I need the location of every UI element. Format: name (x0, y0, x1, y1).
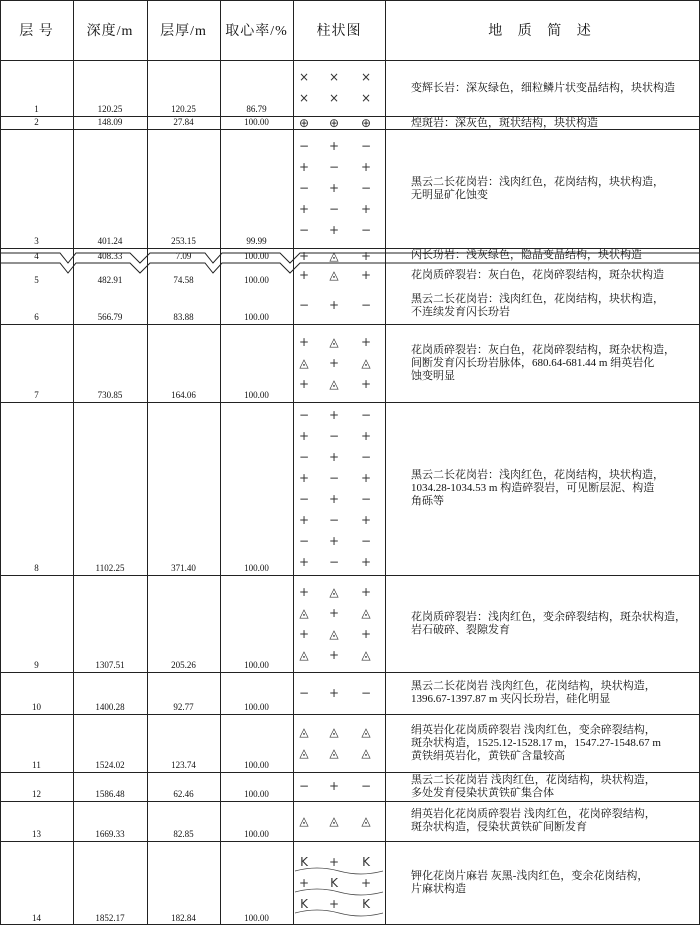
plus-symbol: + (298, 627, 310, 641)
layer-description: 绢英岩化花岗质碎裂岩 浅肉红色，变余碎裂结构， 斑杂状构造，1525.12-1528.17 m，1547.27-1548.67 m 黄铁绢英岩化，黄铁矿含量较高 (411, 724, 661, 762)
plus-symbol: + (360, 335, 372, 349)
layer-description: 闪长玢岩：浅灰绿色，隐晶变晶结构，块状构造 (411, 249, 642, 261)
layer-core-rate: 100.00 (244, 660, 269, 670)
column-divider (293, 0, 294, 925)
dash-symbol: − (298, 298, 310, 312)
layer-depth: 566.79 (97, 312, 123, 322)
plus-symbol: + (360, 876, 372, 890)
plus-symbol: + (360, 513, 372, 527)
k-symbol: K (362, 855, 370, 869)
layer-description: 绢英岩化花岗质碎裂岩 浅肉红色，花岗碎裂结构， 斑杂状构造，侵染状黄铁矿间断发育 (411, 808, 656, 833)
column-divider (147, 0, 148, 925)
table-border-left (0, 0, 1, 925)
plus-symbol: + (360, 555, 372, 569)
layer-description: 变辉长岩：深灰绿色，细粒鳞片状变晶结构，块状构造 (411, 82, 675, 94)
layer-thickness: 120.25 (171, 104, 196, 114)
layer-core-rate: 100.00 (244, 390, 269, 400)
layer-number: 8 (34, 563, 39, 573)
triangle-symbol: ◬ (329, 377, 339, 391)
layer-row (0, 772, 700, 801)
dash-symbol: − (360, 408, 372, 422)
layer-thickness: 7.09 (175, 251, 192, 261)
plus-symbol: + (360, 429, 372, 443)
cross-symbol: × (298, 70, 310, 84)
triangle-symbol: ◬ (329, 268, 339, 282)
plus-symbol: + (298, 377, 310, 391)
layer-core-rate: 100.00 (244, 702, 269, 712)
dash-symbol: − (298, 223, 310, 237)
plus-symbol: + (298, 471, 310, 485)
layer-core-rate: 100.00 (244, 829, 269, 839)
dash-symbol: − (360, 686, 372, 700)
k-symbol: K (300, 897, 308, 911)
layer-description: 花岗质碎裂岩：浅肉红色，变余碎裂结构，斑杂状构造， 岩石破碎、裂隙发育 (411, 611, 686, 636)
layer-thickness: 62.46 (173, 789, 194, 799)
dash-symbol: − (298, 408, 310, 422)
layer-thickness: 92.77 (173, 702, 194, 712)
triangle-symbol: ◬ (329, 746, 339, 760)
dash-symbol: − (360, 223, 372, 237)
plus-symbol: + (298, 249, 310, 263)
layer-core-rate: 100.00 (244, 760, 269, 770)
dash-symbol: − (298, 181, 310, 195)
layer-thickness: 82.85 (173, 829, 194, 839)
layer-core-rate: 100.00 (244, 563, 269, 573)
column-divider (73, 0, 74, 925)
triangle-symbol: ◬ (329, 335, 339, 349)
header-core-rate: 取心率/% (225, 24, 288, 39)
triangle-symbol: ◬ (361, 725, 371, 739)
row-divider (0, 575, 700, 576)
triangle-symbol: ◬ (361, 356, 371, 370)
row-divider (0, 402, 700, 403)
layer-core-rate: 86.79 (246, 104, 267, 114)
plus-symbol: + (298, 268, 310, 282)
triangle-symbol: ◬ (361, 648, 371, 662)
layer-row (0, 116, 700, 129)
triangle-symbol: ◬ (329, 814, 339, 828)
layer-row (0, 129, 700, 248)
circle-cross-symbol: ⊕ (328, 116, 340, 130)
plus-symbol: + (298, 585, 310, 599)
layer-row (0, 287, 700, 324)
dash-symbol: − (360, 534, 372, 548)
column-divider (385, 0, 386, 925)
plus-symbol: + (328, 492, 340, 506)
dash-symbol: − (360, 139, 372, 153)
plus-symbol: + (360, 160, 372, 174)
layer-core-rate: 100.00 (244, 117, 269, 127)
layer-number: 11 (32, 760, 41, 770)
layer-description: 花岗质碎裂岩：灰白色，花岗碎裂结构，斑杂状构造 (411, 269, 664, 281)
layer-depth: 1852.17 (95, 913, 125, 923)
triangle-symbol: ◬ (329, 725, 339, 739)
header-description: 地 质 简 述 (488, 24, 597, 39)
triangle-symbol: ◬ (361, 814, 371, 828)
row-divider (0, 714, 700, 715)
plus-symbol: + (360, 202, 372, 216)
layer-number: 2 (34, 117, 39, 127)
layer-depth: 1586.48 (95, 789, 125, 799)
layer-description: 黑云二长花岗岩：浅肉红色，花岗结构，块状构造， 1034.28-1034.53 m 构造碎裂岩，可见断层泥、构造 角砾等 (411, 469, 664, 507)
k-symbol: K (300, 855, 308, 869)
layer-thickness: 253.15 (171, 236, 196, 246)
layer-depth: 401.24 (97, 236, 123, 246)
triangle-symbol: ◬ (299, 725, 309, 739)
dash-symbol: − (298, 139, 310, 153)
layer-thickness: 74.58 (173, 275, 194, 285)
layer-thickness: 27.84 (173, 117, 194, 127)
plus-symbol: + (360, 268, 372, 282)
layer-depth: 120.25 (97, 104, 123, 114)
layer-thickness: 123.74 (171, 760, 196, 770)
layer-row (0, 60, 700, 116)
circle-cross-symbol: ⊕ (360, 116, 372, 130)
triangle-symbol: ◬ (361, 746, 371, 760)
header-layer-no: 层 号 (19, 24, 54, 39)
cross-symbol: × (328, 70, 340, 84)
row-divider (0, 772, 700, 773)
layer-description: 黑云二长花岗岩：浅肉红色，花岗结构，块状构造， 不连续发育闪长玢岩 (411, 293, 664, 318)
dash-symbol: − (298, 492, 310, 506)
layer-number: 10 (32, 702, 41, 712)
plus-symbol: + (360, 249, 372, 263)
layer-thickness: 182.84 (171, 913, 196, 923)
dash-symbol: − (328, 202, 340, 216)
layer-core-rate: 100.00 (244, 251, 269, 261)
dash-symbol: − (360, 492, 372, 506)
plus-symbol: + (360, 585, 372, 599)
layer-depth: 730.85 (97, 390, 123, 400)
layer-description: 煌斑岩：深灰色，斑状结构，块状构造 (411, 117, 598, 129)
header-thickness: 层厚/m (160, 24, 207, 39)
plus-symbol: + (328, 779, 340, 793)
layer-number: 7 (34, 390, 39, 400)
layer-core-rate: 100.00 (244, 789, 269, 799)
layer-row (0, 402, 700, 575)
plus-symbol: + (360, 471, 372, 485)
layer-core-rate: 100.00 (244, 275, 269, 285)
triangle-symbol: ◬ (329, 627, 339, 641)
k-symbol: K (330, 876, 338, 890)
layer-depth: 482.91 (97, 275, 123, 285)
cross-symbol: × (360, 70, 372, 84)
layer-row (0, 672, 700, 714)
layer-thickness: 164.06 (171, 390, 196, 400)
layer-thickness: 371.40 (171, 563, 196, 573)
layer-number: 13 (32, 829, 41, 839)
column-divider (220, 0, 221, 925)
plus-symbol: + (298, 335, 310, 349)
table-border-top (0, 0, 700, 1)
layer-depth: 1669.33 (95, 829, 125, 839)
layer-number: 6 (34, 312, 39, 322)
triangle-symbol: ◬ (329, 585, 339, 599)
dash-symbol: − (298, 779, 310, 793)
layer-number: 1 (34, 104, 39, 114)
layer-number: 12 (32, 789, 41, 799)
dash-symbol: − (298, 450, 310, 464)
header-column: 柱状图 (316, 24, 362, 39)
triangle-symbol: ◬ (299, 814, 309, 828)
cross-symbol: × (360, 91, 372, 105)
dash-symbol: − (298, 686, 310, 700)
layer-number: 9 (34, 660, 39, 670)
plus-symbol: + (328, 534, 340, 548)
circle-cross-symbol: ⊕ (298, 116, 310, 130)
plus-symbol: + (298, 202, 310, 216)
plus-symbol: + (328, 606, 340, 620)
layer-row (0, 714, 700, 772)
layer-row (0, 263, 700, 287)
triangle-symbol: ◬ (329, 249, 339, 263)
dash-symbol: − (328, 160, 340, 174)
plus-symbol: + (328, 855, 340, 869)
layer-depth: 1307.51 (95, 660, 125, 670)
dash-symbol: − (360, 779, 372, 793)
layer-row (0, 248, 700, 263)
layer-description: 花岗质碎裂岩：灰白色，花岗碎裂结构，斑杂状构造， 间断发育闪长玢岩脉体，680.64-681.44 m 绢英岩化 蚀变明显 (411, 344, 675, 382)
plus-symbol: + (328, 686, 340, 700)
row-divider (0, 129, 700, 130)
row-divider (0, 248, 700, 249)
triangle-symbol: ◬ (361, 606, 371, 620)
cross-symbol: × (328, 91, 340, 105)
layer-thickness: 83.88 (173, 312, 194, 322)
dash-symbol: − (328, 471, 340, 485)
layer-row (0, 324, 700, 402)
layer-row (0, 575, 700, 672)
layer-core-rate: 100.00 (244, 312, 269, 322)
plus-symbol: + (328, 223, 340, 237)
row-divider (0, 324, 700, 325)
layer-description: 黑云二长花岗岩 浅肉红色，花岗结构，块状构造， 多处发育侵染状黄铁矿集合体 (411, 774, 656, 799)
layer-depth: 1524.02 (95, 760, 125, 770)
dash-symbol: − (328, 429, 340, 443)
plus-symbol: + (328, 648, 340, 662)
dash-symbol: − (298, 534, 310, 548)
triangle-symbol: ◬ (299, 606, 309, 620)
plus-symbol: + (298, 160, 310, 174)
layer-description: 钾化花岗片麻岩 灰黑-浅肉红色，变余花岗结构， 片麻状构造 (411, 870, 649, 895)
plus-symbol: + (328, 408, 340, 422)
plus-symbol: + (328, 897, 340, 911)
layer-number: 5 (34, 275, 39, 285)
layer-thickness: 205.26 (171, 660, 196, 670)
dash-symbol: − (360, 298, 372, 312)
plus-symbol: + (328, 181, 340, 195)
k-symbol: K (362, 897, 370, 911)
plus-symbol: + (328, 356, 340, 370)
layer-core-rate: 100.00 (244, 913, 269, 923)
layer-row (0, 801, 700, 841)
layer-description: 黑云二长花岗岩 浅肉红色，花岗结构，块状构造， 1396.67-1397.87 m 夹闪长玢岩，硅化明显 (411, 680, 656, 705)
layer-description: 黑云二长花岗岩：浅肉红色，花岗结构，块状构造， 无明显矿化蚀变 (411, 176, 664, 201)
row-divider (0, 801, 700, 802)
plus-symbol: + (298, 429, 310, 443)
plus-symbol: + (298, 555, 310, 569)
layer-depth: 148.09 (97, 117, 123, 127)
layer-number: 14 (32, 913, 41, 923)
row-divider (0, 841, 700, 842)
plus-symbol: + (328, 450, 340, 464)
plus-symbol: + (360, 377, 372, 391)
dash-symbol: − (328, 513, 340, 527)
dash-symbol: − (360, 181, 372, 195)
layer-depth: 1400.28 (95, 702, 125, 712)
cross-symbol: × (298, 91, 310, 105)
header-depth: 深度/m (86, 24, 134, 39)
plus-symbol: + (298, 513, 310, 527)
layer-number: 3 (34, 236, 39, 246)
row-divider (0, 60, 700, 61)
triangle-symbol: ◬ (299, 648, 309, 662)
plus-symbol: + (298, 876, 310, 890)
triangle-symbol: ◬ (299, 746, 309, 760)
row-divider (0, 116, 700, 117)
layer-depth: 408.33 (97, 251, 123, 261)
layer-number: 4 (34, 251, 39, 261)
layer-core-rate: 99.99 (246, 236, 267, 246)
triangle-symbol: ◬ (299, 356, 309, 370)
layer-depth: 1102.25 (95, 563, 125, 573)
plus-symbol: + (360, 627, 372, 641)
plus-symbol: + (328, 298, 340, 312)
layer-row (0, 841, 700, 925)
dash-symbol: − (328, 555, 340, 569)
plus-symbol: + (328, 139, 340, 153)
row-divider (0, 672, 700, 673)
dash-symbol: − (360, 450, 372, 464)
